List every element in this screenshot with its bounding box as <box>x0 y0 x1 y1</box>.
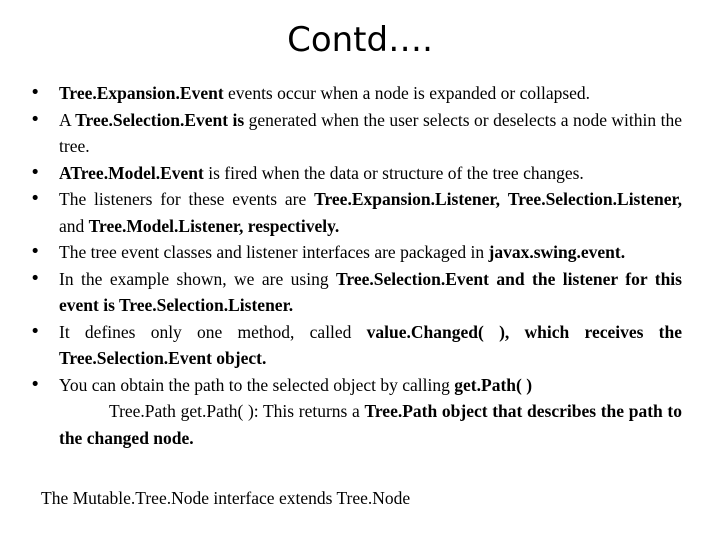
bullet-list <box>30 80 682 451</box>
text-run: The listeners for these events are <box>59 189 315 209</box>
continuation-paragraph <box>30 398 682 451</box>
text-run: The tree event classes and listener interfaces are packaged in <box>59 242 489 262</box>
text-run: events occur when a node is expanded or collapsed. <box>223 83 591 103</box>
bold-text-run: value.Changed( ), which receives the Tree.Selection.Event object. <box>59 321 682 368</box>
bullet-item <box>30 266 682 319</box>
footer-text: The Mutable.Tree.Node interface extends Tree.Node <box>41 488 411 508</box>
bullet-item <box>30 319 682 372</box>
bold-text-run: Tree.Model.Listener, respectively. <box>88 215 340 236</box>
bullet-item <box>30 107 682 160</box>
text-run: It defines only one method, called <box>59 321 367 342</box>
bold-text-run: Tree.Expansion.Event <box>59 83 224 103</box>
bullet-item <box>30 239 682 266</box>
bold-text-run: Tree.Path object that describes the path to the changed node. <box>59 401 683 448</box>
text-run: A <box>59 109 76 130</box>
text-run: and <box>59 215 89 236</box>
bold-text-run: javax.swing.event. <box>488 242 626 262</box>
text-run: generated when the user selects or deselects a node within the tree. <box>59 109 682 156</box>
continuation-text <box>59 398 682 451</box>
text-run: is fired when the data or structure of the tree changes. <box>203 162 584 183</box>
bullet-item <box>30 372 682 399</box>
bold-text-run: Tree.Selection.Event is <box>75 109 245 130</box>
bold-text-run: Tree.Selection.Event and the listener for this event is Tree.Selection.Listener. <box>59 268 682 315</box>
text-run <box>500 189 508 209</box>
bullet-item <box>30 160 682 187</box>
bold-text-run: ATree.Model.Event <box>59 162 204 183</box>
text-run: You can obtain the path to the selected object by calling <box>59 374 455 395</box>
text-run: Tree.Path get.Path( ): This returns a <box>109 401 365 421</box>
bold-text-run: get.Path( ) <box>454 374 533 395</box>
bullet-item <box>30 186 682 239</box>
bullet-item <box>30 80 682 107</box>
text-run: In the example shown, we are using <box>59 268 337 289</box>
slide-title: Contd…. <box>287 20 433 60</box>
bold-text-run: Tree.Selection.Listener, <box>507 189 682 209</box>
bold-text-run: Tree.Expansion.Listener, <box>314 189 500 209</box>
